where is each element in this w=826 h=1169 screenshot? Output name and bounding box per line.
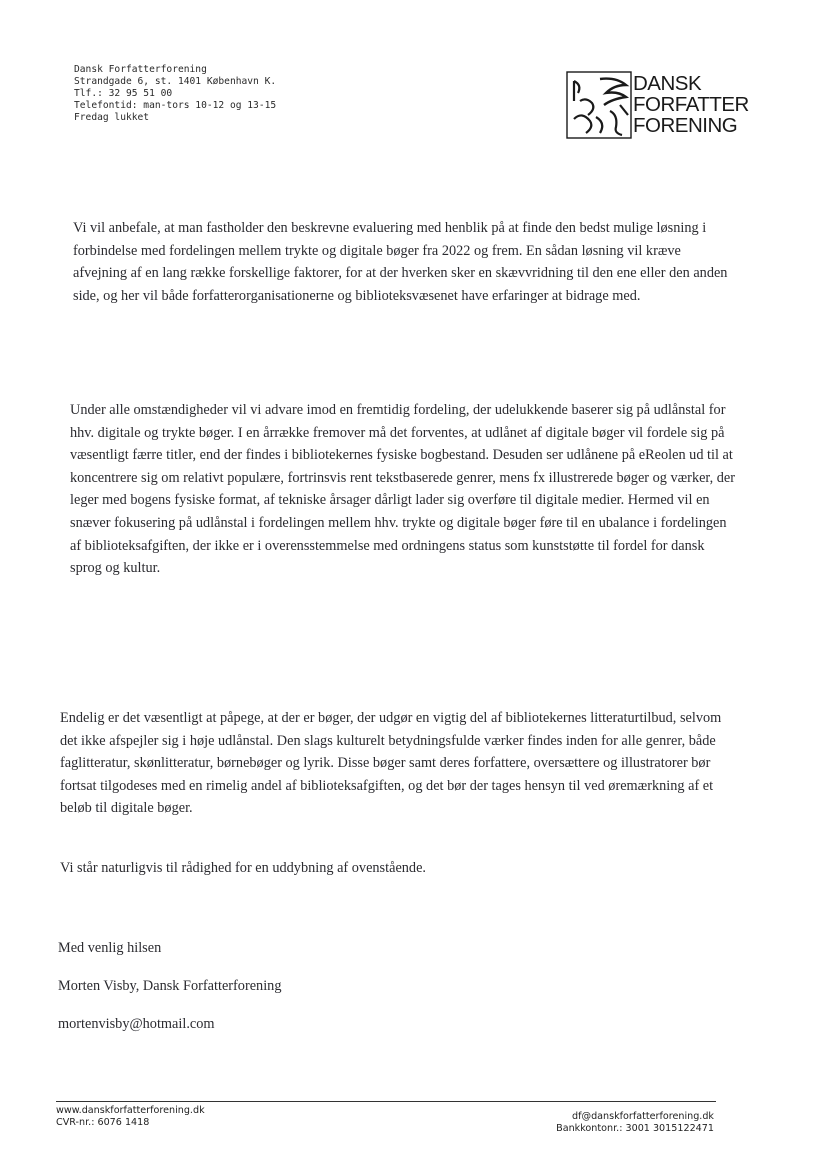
paragraph-text: Vi vil anbefale, at man fastholder den beskrevne evaluering med henblik på at finde den bedst mulige løsning i forbindelse med fordelingen mellem trykte og digitale bøger fra 2022 og frem. En sådan løsning vil kræve afvejning af en lang række forskellige faktorer, for at der hverken sker en skævvridning til den ene eller den anden side, og her vil både forfatterorganisationerne og biblioteksvæsenet have erfaringer at bidrage med. [73,220,728,304]
body-paragraph-3 [60,707,736,820]
body-paragraph-2 [70,399,736,580]
address-line-phone: Tlf.: 32 95 51 00 [74,88,173,99]
footer-cvr: CVR-nr.: 6076 1418 [56,1117,150,1128]
footer-website: www.danskforfatterforening.dk [56,1105,205,1116]
body-paragraph-1 [73,217,733,307]
paragraph-text: Vi står naturligvis til rådighed for en uddybning af ovenstående. [60,860,427,876]
org-address [74,64,276,124]
footer-left [56,1105,205,1129]
signature-name: Morten Visby, Dansk Forfatterforening [58,978,282,994]
address-line-phone-hours: Telefontid: man-tors 10-12 og 13-15 [74,100,277,111]
org-logo [566,71,766,141]
footer-email: df@danskforfatterforening.dk [572,1111,714,1122]
address-line-friday: Fredag lukket [74,112,150,123]
paragraph-text: Endelig er det væsentligt at påpege, at der er bøger, der udgør en vigtig del af bibliotekernes litteraturtilbud, selvom det ikke afspejler sig i høje udlånstal. Den slags kulturelt betydningsfulde værker findes inden for alle genrer, både faglitteratur, skønlitteratur, børnebøger og lyrik. Disse bøger samt deres forfattere, oversættere og illustratorer bør fortsat tilgodeses med en rimelig andel af biblioteksafgiften, og det bør der tages hensyn til ved øremærkning af et beløb til digitale bøger. [60,710,722,817]
paragraph-text: Under alle omstændigheder vil vi advare imod en fremtidig fordeling, der udelukkende baserer sig på udlånstal for hhv. digitale og trykte bøger. I en årrække fremover må det forventes, at udlånet af digitale bøger vil fordele sig på væsentligt færre titler, end der findes i bibliotekernes fysiske bogbestand. Desuden ser udlånene på eReolen ud til at koncentrere sig om relativt populære, fortrinsvis rent tekstbaserede genrer, mens fx illustrerede bøger og værker, der leger med bogens fysiske format, af tekniske årsager dårligt lader sig overføre til digitale medier. Hermed vil en snæver fokusering på udlånstal i fordelingen mellem hhv. trykte og digitale bøger føre til en ubalance i fordelingen af biblioteksafgiften, der ikke er i overensstemmelse med ordningens status som kunststøtte til fordel for dansk sprog og kultur. [70,402,736,577]
logo-line-dansk: DANSK [633,72,702,95]
footer-divider [56,1101,716,1102]
footer-right [556,1111,714,1135]
logo-line-forening: FORENING [633,114,738,137]
winged-figure-logo-icon [566,71,632,139]
signature-email: mortenvisby@hotmail.com [58,1016,215,1032]
address-line-name: Dansk Forfatterforening [74,64,207,75]
closing-greeting: Med venlig hilsen [58,940,162,956]
address-line-street: Strandgade 6, st. 1401 København K. [74,76,277,87]
body-paragraph-4 [60,857,760,880]
logo-line-forfatter: FORFATTER [633,93,749,116]
logo-wordmark [633,73,749,136]
footer-bank-account: Bankkontonr.: 3001 3015122471 [556,1123,714,1134]
